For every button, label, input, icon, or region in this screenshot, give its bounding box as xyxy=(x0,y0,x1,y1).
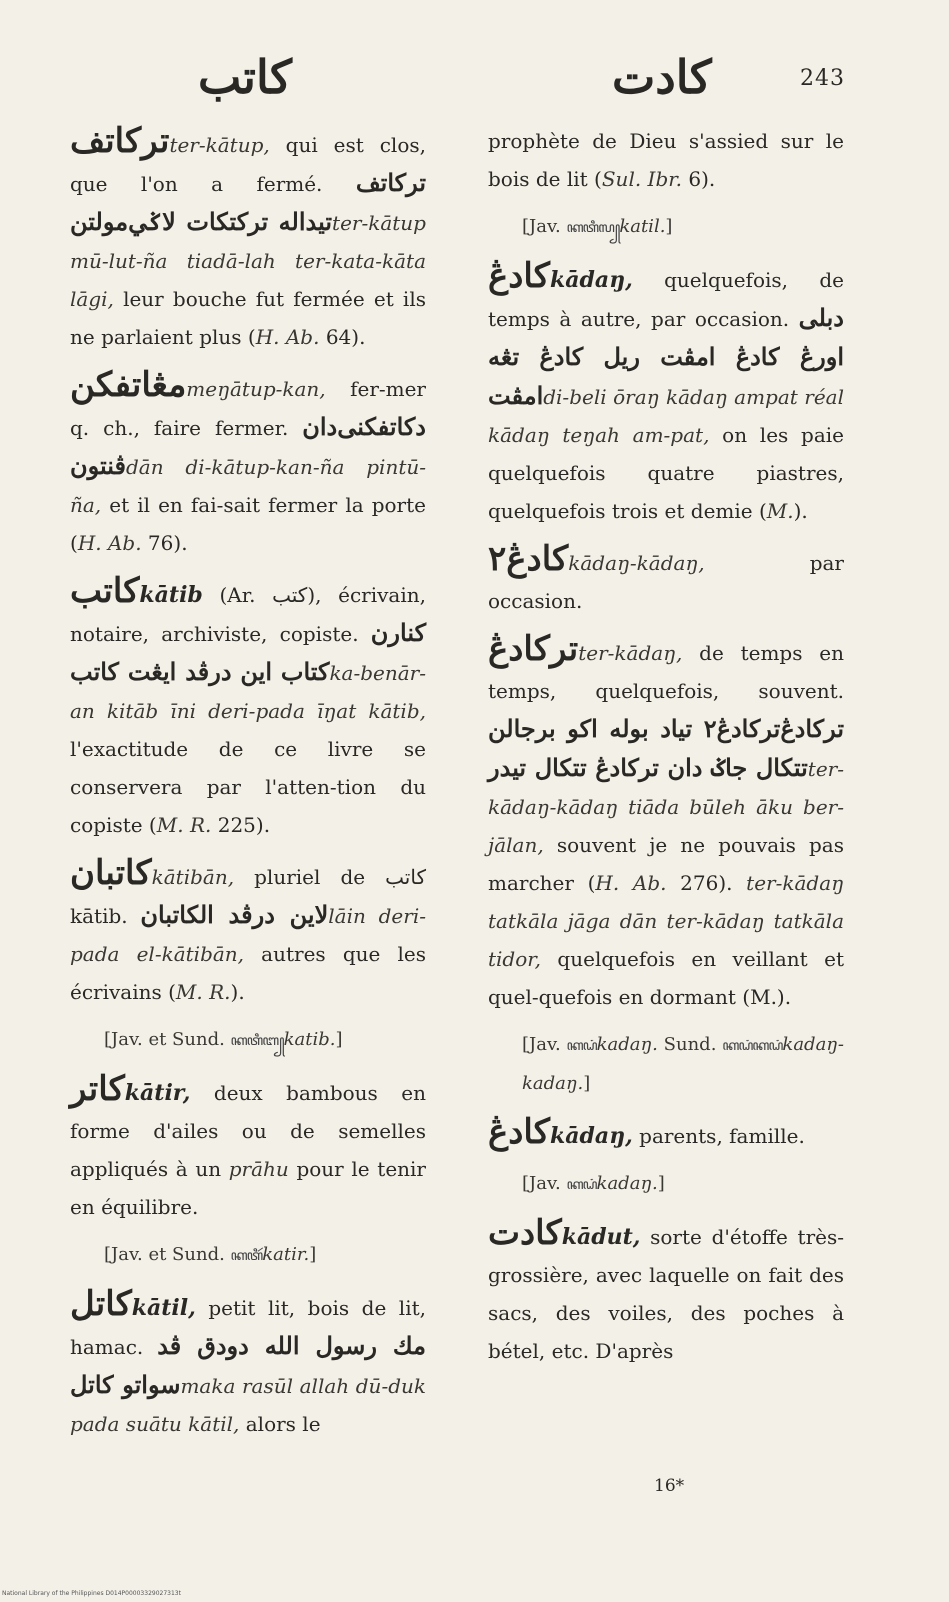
reference-form: katib. xyxy=(283,1029,336,1050)
dictionary-entry xyxy=(70,854,426,1011)
headword-arabic: كاتبان xyxy=(70,853,152,893)
example-arabic: دان xyxy=(302,412,338,441)
example-arabic: تركادڠ٢ تياد بوله اكو برجالن xyxy=(488,714,781,743)
citation-number: 6). xyxy=(681,167,716,191)
javanese-script: ꦏꦠꦶꦂ xyxy=(230,1248,263,1264)
example-transliteration: prāhu xyxy=(228,1157,289,1181)
dictionary-entry xyxy=(488,1165,844,1204)
reference-end: ] xyxy=(665,216,673,237)
dictionary-entry xyxy=(488,1214,844,1370)
javanese-script: ꦏꦠꦶꦭ꧀ xyxy=(566,220,620,236)
reference-label: [Jav. xyxy=(522,216,567,237)
definition-text: (Ar. كتب), écrivain, notaire, archiviste, copiste. xyxy=(70,583,426,646)
dictionary-entry xyxy=(70,1070,426,1226)
source-citation: M. xyxy=(766,499,794,523)
headword-arabic: كاتب xyxy=(70,571,140,611)
transliteration: kātibān, xyxy=(151,865,235,889)
left-column xyxy=(70,122,426,1453)
example-arabic: دكاتفكنى ڤنتون xyxy=(70,412,426,480)
headword: kādaŋ, xyxy=(549,267,633,293)
translation-text: quelquefois en veillant et quel-quefois en dormant (M.). xyxy=(488,947,844,1009)
left-header-arabic: كاتب xyxy=(198,50,292,104)
dictionary-entry xyxy=(70,122,426,356)
definition-text: qui est clos, que l'on a fermé. xyxy=(70,133,426,196)
transliteration: ter-kātup, xyxy=(169,133,270,157)
headword-arabic: كاتل xyxy=(70,1284,132,1324)
transliteration: meŋātup-kan, xyxy=(186,377,326,401)
reference-form: katil. xyxy=(619,216,666,237)
definition-text: par occasion. xyxy=(488,551,844,613)
example-transliteration: ter-kādaŋ tatkāla jāga dān ter-kādaŋ tatkāla tidor, xyxy=(488,871,844,971)
javanese-script: ꦏꦝꦁ xyxy=(566,1038,597,1054)
signature-mark: 16* xyxy=(654,1476,685,1496)
translation-text: pour le tenir en équilibre. xyxy=(70,1157,426,1219)
dictionary-entry xyxy=(488,257,844,530)
headword-arabic: كادڠ xyxy=(488,256,550,296)
transliteration: kādaŋ-kādaŋ, xyxy=(568,551,705,575)
dictionary-entry xyxy=(488,630,844,1016)
source-citation: M. R. xyxy=(175,980,231,1004)
headword-arabic: تركادڠ xyxy=(488,629,579,669)
reference-end: ] xyxy=(335,1029,343,1050)
source-citation: H. Ab. xyxy=(255,325,320,349)
translation-text: leur bouche fut fermée et ils ne parlaient plus ( xyxy=(70,287,426,349)
reference-end: ] xyxy=(309,1244,317,1265)
dictionary-entry xyxy=(70,572,426,844)
javanese-script: ꦏꦝꦁꦏꦝꦁ xyxy=(722,1038,783,1054)
headword-arabic: مڠاتفكن xyxy=(70,365,187,405)
example-transliteration: ter-kādaŋ-kādaŋ tiāda būleh āku ber-jālan, xyxy=(488,757,844,857)
javanese-script: ꦏꦝꦁ xyxy=(566,1177,597,1193)
dictionary-entry xyxy=(488,1113,844,1155)
example-arabic: دبلى اورڠ كادڠ امڤت ريل كادڠ تڠه امڤت xyxy=(488,303,844,410)
reference-label: [Jav. xyxy=(522,1034,567,1055)
translation-text: souvent je ne pouvais pas marcher ( xyxy=(488,833,844,895)
source-citation: H. Ab. xyxy=(77,531,142,555)
example-transliteration: ka-benār-an kitāb īni deri-pada īŋat kātib, xyxy=(70,661,426,723)
example-arabic: تركاتف مولتن xyxy=(70,168,426,236)
headword-arabic: كادڠ xyxy=(488,1112,550,1152)
definition-text: prophète de Dieu s'assied sur le bois de lit ( xyxy=(488,129,844,191)
headword: kādut, xyxy=(561,1224,641,1250)
headword-arabic: تركاتف xyxy=(70,121,170,161)
definition-text: petit lit, bois de lit, hamac. xyxy=(70,1296,426,1359)
reference-label: [Jav. et Sund. xyxy=(104,1244,231,1265)
headword: kātib xyxy=(139,582,203,608)
right-column xyxy=(488,122,844,1380)
example-arabic: لاين درڤد الكاتبان xyxy=(140,900,329,929)
example-transliteration: dān di-kātup-kan-ña pintū-ña, xyxy=(70,455,426,517)
citation-number: 64). xyxy=(319,325,366,349)
example-transliteration: maka rasūl allah dū-duk pada suātu kātil, xyxy=(70,1374,426,1436)
citation-number: ). xyxy=(793,499,808,523)
example-transliteration: ter-kātup mū-lut-ña tiadā-lah ter-kata-kāta lāgi, xyxy=(70,211,426,311)
headword: kādaŋ, xyxy=(549,1123,633,1149)
reference-label: [Jav. xyxy=(522,1173,567,1194)
definition-text: pluriel de كاتب kātib. xyxy=(70,865,426,928)
citation-number: 76). xyxy=(141,531,188,555)
definition-text: deux bambous en forme d'ailes ou de semelles appliqués à un xyxy=(70,1081,426,1181)
definition-text: parents, famille. xyxy=(632,1124,805,1148)
dictionary-entry xyxy=(488,208,844,247)
reference-end: ] xyxy=(657,1173,665,1194)
reference-end: Sund. xyxy=(657,1034,723,1055)
headword: kātil, xyxy=(131,1295,196,1321)
citation-number: ). xyxy=(230,980,245,1004)
headword-arabic: كاتر xyxy=(70,1069,125,1109)
translation-text: l'exactitude de ce livre se conservera par l'atten-tion du copiste ( xyxy=(70,737,426,837)
example-transliteration: lāin deri-pada el-kātibān, xyxy=(70,904,426,966)
right-header-arabic: كادت xyxy=(612,50,712,104)
definition-text: de temps en temps, quelquefois, souvent. xyxy=(488,641,844,703)
source-citation: H. Ab. xyxy=(595,871,667,895)
reference-form: katir. xyxy=(262,1244,310,1265)
reference-form: kadaŋ. xyxy=(596,1034,658,1055)
definition-text: quelquefois, de temps à autre, par occasion. xyxy=(488,268,844,331)
headword: kātir, xyxy=(124,1080,191,1106)
translation-text: autres que les écrivains ( xyxy=(70,942,426,1004)
page-number: 243 xyxy=(800,66,845,91)
dictionary-entry xyxy=(70,1021,426,1060)
footer-line: National Library of the Philippines D014P00003329027313t xyxy=(2,1590,181,1597)
source-citation: Sul. Ibr. xyxy=(601,167,682,191)
reference-form: kadaŋ-kadaŋ. xyxy=(522,1034,844,1094)
dictionary-entry xyxy=(70,1285,426,1443)
reference-label: [Jav. et Sund. xyxy=(104,1029,231,1050)
example-arabic: مك رسول الله دودق ڤد سواتو كاتل xyxy=(70,1331,426,1399)
javanese-script: ꦏꦠꦶꦧ꧀ xyxy=(230,1033,284,1049)
translation-text: alors le xyxy=(239,1412,321,1436)
translation-text: on les paie quelquefois quatre piastres, quelquefois trois et demie ( xyxy=(488,423,844,523)
dictionary-entry xyxy=(488,1026,844,1103)
headword-arabic: كادت xyxy=(488,1213,562,1253)
reference-form: kadaŋ. xyxy=(596,1173,658,1194)
dictionary-entry xyxy=(70,1236,426,1275)
dictionary-entry xyxy=(488,540,844,620)
headword-arabic: كادڠ٢ xyxy=(488,539,569,579)
definition-text: fer-mer q. ch., faire fermer. xyxy=(70,377,426,440)
dictionary-entry xyxy=(488,122,844,198)
citation-number: 276). xyxy=(666,871,747,895)
translation-text: et il en fai-sait fermer la porte ( xyxy=(70,493,426,555)
transliteration: ter-kādaŋ, xyxy=(578,641,683,665)
citation-number: 225). xyxy=(211,813,271,837)
example-transliteration: di-beli ōraŋ kādaŋ ampat réal kādaŋ teŋah am-pat, xyxy=(488,385,844,447)
example-arabic: تيدالە تركتكات لاݢي xyxy=(128,207,333,236)
source-citation: M. R. xyxy=(156,813,212,837)
example-arabic: تركادڠ تتكال جاݢ دان تركادڠ تتكال تيدر xyxy=(488,714,844,782)
reference-end: ] xyxy=(583,1073,591,1094)
definition-text: sorte d'étoffe très-grossière, avec laquelle on fait des sacs, des voiles, des poches à bétel, etc. D'après xyxy=(488,1225,844,1363)
dictionary-entry xyxy=(70,366,426,562)
example-arabic: كنارن كتاب اين درڤد ايڠت كاتب xyxy=(70,618,426,686)
